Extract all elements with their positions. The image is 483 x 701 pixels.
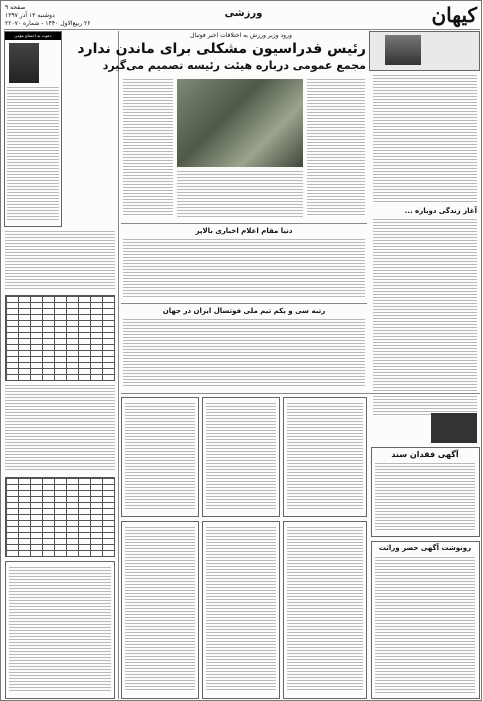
classifieds-rule xyxy=(121,393,480,394)
classified-ad-2-text xyxy=(206,403,276,513)
feature-graphic xyxy=(385,35,421,65)
obituary-portrait xyxy=(9,43,39,83)
issue-number: ۲۶ ربیع‌الاول ۱۴۴۰ - شماره ۲۲۰۷۰ xyxy=(5,20,91,27)
centre-text-left xyxy=(123,79,173,219)
classified-ad-5-text xyxy=(206,527,276,695)
centre-text-right xyxy=(307,79,365,219)
left-column-rule xyxy=(118,31,119,699)
masthead xyxy=(1,1,483,29)
headline-kicker: ورود وزیر ورزش به اختلافات اخیر فوتبال xyxy=(190,32,292,39)
league-standings-table xyxy=(5,295,115,381)
classified-ad-3-text xyxy=(287,403,363,513)
mid-headline-1: دنیا مقام اعلام اخباری بالاپر xyxy=(195,227,293,235)
headline-subtitle: مجمع عمومی درباره هیئت رئیسه تصمیم می‌گیرد xyxy=(102,59,366,72)
auction-notice-text xyxy=(9,567,111,695)
small-logo-graphic xyxy=(431,413,477,443)
section-title: ورزشی xyxy=(224,8,263,19)
section-rule-2 xyxy=(121,303,367,304)
right-bold-headline: آغاز زندگی دوباره ... xyxy=(404,207,477,215)
centre-caption-text xyxy=(177,171,303,219)
lost-document-ad-text xyxy=(375,463,475,533)
mid-story-1 xyxy=(123,239,365,299)
mid-story-2 xyxy=(123,319,365,389)
section-rule-1 xyxy=(121,223,367,224)
classified-ad-1-text xyxy=(125,403,195,513)
league-schedule xyxy=(5,231,115,291)
inheritance-ad-title: رونوشت آگهی حصر وراثت xyxy=(378,544,472,552)
classified-ad-6-text xyxy=(287,527,363,695)
right-story-text xyxy=(373,219,477,419)
obituary-text xyxy=(7,87,59,225)
announcement-title: دعوت به اجتماع مؤمن xyxy=(5,32,61,40)
masthead-rule xyxy=(4,29,480,30)
results-table xyxy=(5,477,115,557)
main-headline: رئیس فدراسیون مشکلی برای ماندن ندارد xyxy=(77,41,366,57)
mid-headline-2: رتبه سی و یکم تیم ملی فوتسال ایران در جهان xyxy=(162,307,326,315)
left-news-brief xyxy=(5,385,115,473)
issue-date: دوشنبه ۱۳ آذر ۱۳۹۷ xyxy=(5,12,55,19)
football-match-photo xyxy=(177,79,303,167)
lost-document-ad-title: آگهی فقدان سند xyxy=(391,450,459,459)
right-lead-text xyxy=(373,75,477,205)
page-number: صفحه ۹ xyxy=(5,4,26,11)
classified-ad-4-text xyxy=(125,527,195,695)
inheritance-ad-text xyxy=(375,557,475,695)
newspaper-logo: کیهان xyxy=(431,3,477,27)
